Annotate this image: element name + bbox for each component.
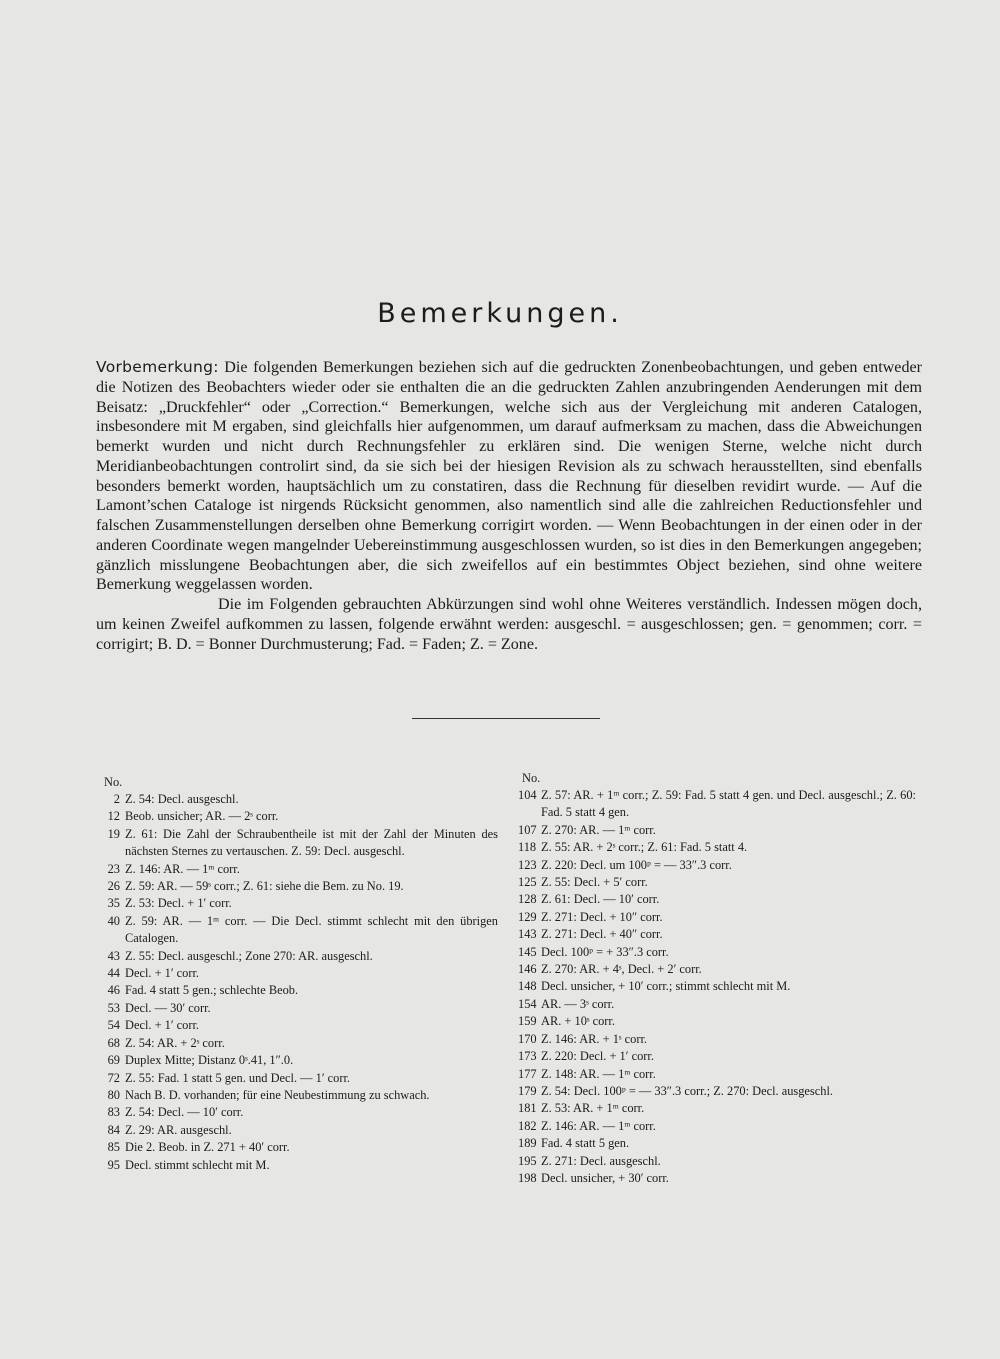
note-entry: [518, 926, 916, 943]
notes-list-left: [100, 791, 498, 1174]
note-number: 143: [518, 927, 537, 942]
note-text: Decl. stimmt schlecht mit M.: [125, 1157, 270, 1172]
note-number: 84: [107, 1122, 120, 1137]
note-entry: [518, 1118, 916, 1135]
note-entry: [100, 913, 498, 948]
note-number: 107: [518, 822, 537, 837]
note-text: Z. 146: AR. — 1ᵐ corr.: [541, 1118, 656, 1133]
note-number: 125: [518, 875, 537, 890]
intro-lead: Vorbemerkung:: [96, 358, 219, 376]
note-number: 26: [107, 879, 120, 894]
note-text: Decl. + 1′ corr.: [125, 966, 200, 981]
note-entry: [100, 861, 498, 878]
note-entry: [100, 1157, 498, 1174]
intro-text-1: Die folgenden Bemerkungen beziehen sich auf die gedruckten Zonenbeobachtungen, und geben entweder die Notizen des Beobachters wieder oder sie enthalten die an die gedruckten Zahlen anzubringenden Aenderungen mit dem Beisatz: „Druckfehler“ oder „Correction.“ Bemerkungen, welche sich aus der Vergleichung mit anderen Catalogen, insbesondere mit M ergaben, sind gleichfalls hier aufgenommen, um darauf aufmerksam zu machen, dass die Abweichungen bemerkt wurden und nicht durch Rechnungsfehler zu erklären sind. Die wenigen Sterne, welche nicht durch Meridianbeobachtungen controlirt sind, da sie sich bei der hiesigen Revision als zu schwach herausstellten, sind ebenfalls besonders bemerkt worden, hauptsächlich um zu constatiren, dass die Rechnung für dieselben revidirt wurde. — Auf die Lamont’schen Cataloge ist nirgends Rücksicht genommen, also namentlich sind alle die zahlreichen Reductionsfehler und falschen Zusammenstellungen derselben ohne Bemerkung corrigirt worden. — Wenn Beobachtungen in der einen oder in der anderen Coordinate wegen mangelnder Uebereinstimmung ausgeschlossen wurden, so ist dies in den Bemerkungen angegeben; gänzlich misslungene Beobachtungen aber, die sich zweifellos auf ein bestimmtes Object beziehen, sind ohne weitere Bemerkung weggelassen worden.: [96, 359, 922, 594]
note-entry: [518, 839, 916, 856]
note-entry: [518, 1048, 916, 1065]
note-text: AR. — 3ˢ corr.: [541, 996, 615, 1011]
note-text: Z. 61: Decl. — 10′ corr.: [541, 892, 660, 907]
note-number: 154: [518, 996, 537, 1011]
note-text: Z. 59: AR. — 59ˢ corr.; Z. 61: siehe die Bem. zu No. 19.: [125, 879, 404, 894]
note-entry: [518, 1170, 916, 1187]
notes-column-right: [518, 770, 916, 1187]
note-text: Z. 271: Decl. + 10″ corr.: [541, 909, 663, 924]
note-number: 104: [518, 788, 537, 802]
note-entry: [100, 965, 498, 982]
note-text: Z. 53: AR. + 1ᵐ corr.: [541, 1101, 645, 1116]
note-text: Z. 148: AR. — 1ᵐ corr.: [541, 1066, 656, 1081]
note-number: 95: [107, 1157, 120, 1172]
note-entry: [518, 944, 916, 961]
note-text: Z. 55: AR. + 2ˢ corr.; Z. 61: Fad. 5 statt 4.: [541, 840, 748, 855]
note-number: 128: [518, 892, 537, 907]
note-text: Z. 270: AR. + 4ˢ, Decl. + 2′ corr.: [541, 962, 702, 977]
note-entry: [100, 948, 498, 965]
note-number: 170: [518, 1031, 537, 1046]
note-number: 177: [518, 1066, 537, 1081]
note-number: 43: [107, 948, 120, 963]
note-number: 35: [107, 896, 120, 911]
note-number: 19: [107, 826, 120, 841]
note-text: Z. 55: Fad. 1 statt 5 gen. und Decl. — 1′ corr.: [125, 1070, 351, 1085]
note-text: Z. 54: AR. + 2ˢ corr.: [125, 1035, 225, 1050]
intro-paragraph-2: Die im Folgenden gebrauchten Abkürzungen sind wohl ohne Weiteres verständlich. Indessen mögen doch, um keinen Zweifel aufkommen zu lassen, folgende erwähnt werden: ausgeschl. = ausgeschlossen; gen. = genommen; corr. = corrigirt; B. D. = Bonner Durchmusterung; Fad. = Faden; Z. = Zone.: [96, 596, 922, 653]
note-number: 146: [518, 962, 537, 977]
note-number: 54: [107, 1018, 120, 1033]
note-text: Fad. 4 statt 5 gen.: [541, 1136, 630, 1151]
note-entry: [518, 891, 916, 908]
note-entry: [100, 1104, 498, 1121]
note-entry: [518, 978, 916, 995]
note-text: Die 2. Beob. in Z. 271 + 40′ corr.: [125, 1140, 290, 1155]
note-entry: [100, 895, 498, 912]
note-entry: [100, 1087, 498, 1104]
note-number: 198: [518, 1170, 537, 1185]
note-text: Z. 54: Decl. ausgeschl.: [125, 792, 239, 806]
note-text: Decl. unsicher, + 10′ corr.; stimmt schlecht mit M.: [541, 979, 791, 994]
column-header-no: No.: [104, 775, 123, 789]
note-number: 85: [107, 1140, 120, 1155]
note-text: Z. 54: Decl. — 10′ corr.: [125, 1105, 244, 1120]
note-number: 44: [107, 966, 120, 981]
note-number: 173: [518, 1049, 537, 1064]
note-entry: [100, 1139, 498, 1156]
note-text: Z. 54: Decl. 100ᵖ = — 33″.3 corr.; Z. 270: Decl. ausgeschl.: [541, 1083, 833, 1098]
note-text: Fad. 4 statt 5 gen.; schlechte Beob.: [125, 983, 299, 998]
note-entry: [100, 808, 498, 825]
note-entry: [100, 791, 498, 808]
note-number: 23: [107, 861, 120, 876]
note-number: 72: [107, 1070, 120, 1085]
note-text: Duplex Mitte; Distanz 0ˢ.41, 1″.0.: [125, 1053, 294, 1068]
note-entry: [518, 1013, 916, 1030]
note-text: Z. 55: Decl. ausgeschl.; Zone 270: AR. ausgeschl.: [125, 948, 373, 963]
note-entry: [518, 1135, 916, 1152]
note-text: Z. 55: Decl. + 5′ corr.: [541, 875, 648, 890]
preliminary-remark: [96, 358, 922, 654]
note-text: Z. 271: Decl. ausgeschl.: [541, 1153, 661, 1168]
note-entry: [518, 1083, 916, 1100]
note-entry: [518, 961, 916, 978]
note-entry: [518, 857, 916, 874]
note-entry: [100, 1052, 498, 1069]
note-text: Z. 59: AR. — 1ᵐ corr. — Die Decl. stimmt schlecht mit den übrigen Catalogen.: [125, 913, 498, 946]
intro-paragraph-1: [96, 358, 922, 595]
note-entry: [518, 909, 916, 926]
note-text: AR. + 10ˢ corr.: [541, 1014, 615, 1029]
note-number: 145: [518, 944, 537, 959]
note-entry: [100, 1017, 498, 1034]
note-number: 69: [107, 1053, 120, 1068]
note-number: 159: [518, 1014, 537, 1029]
note-text: Z. 29: AR. ausgeschl.: [125, 1122, 232, 1137]
notes-list-right: [518, 787, 916, 1187]
note-number: 123: [518, 857, 537, 872]
note-number: 195: [518, 1153, 537, 1168]
note-number: 179: [518, 1083, 537, 1098]
note-entry: [518, 874, 916, 891]
section-divider: [412, 718, 600, 719]
note-text: Decl. + 1′ corr.: [125, 1018, 200, 1033]
note-entry: [518, 1153, 916, 1170]
notes-column-left: [100, 774, 498, 1174]
note-entry: [518, 822, 916, 839]
note-number: 80: [107, 1087, 120, 1102]
note-text: Z. 57: AR. + 1ᵐ corr.; Z. 59: Fad. 5 statt 4 gen. und Decl. ausgeschl.; Z. 60: Fad. 5 statt 4 gen.: [541, 788, 916, 820]
note-text: Beob. unsicher; AR. — 2ˢ corr.: [125, 809, 279, 824]
note-text: Z. 146: AR. — 1ᵐ corr.: [125, 861, 240, 876]
page-title: Bemerkungen.: [377, 298, 623, 329]
note-number: 189: [518, 1136, 537, 1151]
note-entry: [100, 1000, 498, 1017]
note-number: 40: [107, 913, 120, 928]
note-text: Nach B. D. vorhanden; für eine Neubestimmung zu schwach.: [125, 1087, 430, 1102]
note-entry: [100, 1035, 498, 1052]
note-number: 46: [107, 983, 120, 998]
note-number: 148: [518, 979, 537, 994]
note-number: 12: [107, 809, 120, 824]
note-entry: [100, 826, 498, 861]
note-entry: [518, 1066, 916, 1083]
column-header-no: No.: [522, 771, 541, 785]
note-text: Z. 271: Decl. + 40″ corr.: [541, 927, 663, 942]
note-text: Decl. unsicher, + 30′ corr.: [541, 1170, 669, 1185]
note-entry: [518, 1031, 916, 1048]
note-text: Z. 220: Decl. + 1′ corr.: [541, 1049, 654, 1064]
note-entry: [518, 1100, 916, 1117]
note-number: 129: [518, 909, 537, 924]
note-number: 2: [113, 792, 120, 806]
note-number: 118: [518, 840, 537, 855]
note-number: 181: [518, 1101, 537, 1116]
note-entry: [518, 787, 916, 822]
note-text: Decl. 100ᵖ = + 33″.3 corr.: [541, 944, 669, 959]
note-number: 182: [518, 1118, 537, 1133]
note-entry: [518, 996, 916, 1013]
note-text: Z. 270: AR. — 1ᵐ corr.: [541, 822, 656, 837]
note-number: 83: [107, 1105, 120, 1120]
note-entry: [100, 1122, 498, 1139]
note-text: Decl. — 30′ corr.: [125, 1000, 211, 1015]
note-text: Z. 61: Die Zahl der Schraubentheile ist mit der Zahl der Minuten des nächsten Sternes zu vertauschen. Z. 59: Decl. ausgeschl.: [125, 826, 498, 859]
note-text: Z. 220: Decl. um 100ᵖ = — 33″.3 corr.: [541, 857, 732, 872]
note-entry: [100, 878, 498, 895]
note-number: 53: [107, 1000, 120, 1015]
note-text: Z. 146: AR. + 1ˢ corr.: [541, 1031, 647, 1046]
note-number: 68: [107, 1035, 120, 1050]
note-entry: [100, 1070, 498, 1087]
note-text: Z. 53: Decl. + 1′ corr.: [125, 896, 232, 911]
note-entry: [100, 982, 498, 999]
